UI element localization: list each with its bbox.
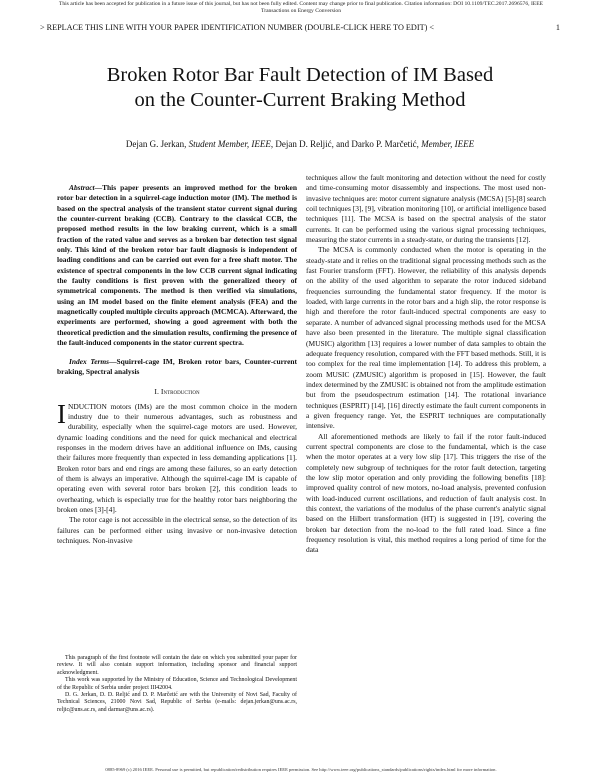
section-numeral: I. xyxy=(154,387,159,397)
index-terms xyxy=(57,357,297,378)
abstract-text: —This paper presents an improved method for the broken rotor bar detection in a squirrel-cage induction motor (IM). The method is based on the spectral analysis of the transient stator current signal during the counter-current braking (CCB). Contrary to the classical CCB, the proposed method results in the low braking current, which is a small fraction of the rated value and serves as a broken bar detection test signal only. This kind of the broken rotor bar fault diagnosis is independent of loading conditions and can be carried out even for a free shaft motor. The existence of spectral components in the low CCB current signal indicating the faulty conditions is first proven with the generalized theory of symmetrical components. The method is then verified via simulations, using an IM model based on the finite element analysis (FEA) and the magnetically coupled multiple circuits approach (MCMCA). Afterward, the experiments are performed, showing a good agreement with both the theoretical prediction and the simulation results, confirming the presence of the fault-induced components in the stator current spectra. xyxy=(57,183,297,348)
abstract-label: Abstract xyxy=(69,183,95,192)
publication-notice xyxy=(12,1,590,15)
intro-paragraph-1 xyxy=(57,398,297,516)
running-header xyxy=(40,23,560,33)
header-id-placeholder: > REPLACE THIS LINE WITH YOUR PAPER IDENTIFICATION NUMBER (DOUBLE-CLICK HERE TO EDIT) < xyxy=(40,23,434,32)
section-title: Introduction xyxy=(160,387,200,397)
paper-title xyxy=(40,63,560,113)
intro-text-1: motors (IMs) are the most common choice in the modern industry due to their numerous advantages, such as robustness and durability, especially when the squirrel-cage motors are used. However, dynamic loading conditions and the need for quick mechanical and electrical responses in the modern drives have an additional influence on IMs, causing their failures more frequently than expected in less demanding applications [1]. Broken rotor bars and end rings are among these failures, so an early detection of them is always an imperative. Although the squirrel-cage IM is capable of operating even with several rotor bars broken [2], this condition leads to overheating, which is especially true for the healthy rotor bars neighboring the broken ones [3]-[4]. xyxy=(57,401,297,514)
title-line-1: Broken Rotor Bar Fault Detection of IM Based xyxy=(106,64,494,86)
section-heading-introduction xyxy=(57,387,297,397)
copyright-footer: 0885-8969 (c) 2016 IEEE. Personal use is permitted, but republication/redistribution requires IEEE permission. See http://www.ieee.org/publications_standards/publications/rights/index.html for more information. xyxy=(105,767,497,772)
left-column xyxy=(57,183,297,546)
right-paragraph-1: techniques allow the fault monitoring and detection without the need for costly and time-consuming motor disassembly and inspections. The most used non-invasive techniques are: motor current signature analysis (MCSA) [5]-[8] search coil techniques [3], [9], vibration monitoring [10], or artificial intelligence based techniques [11]. The MCSA is based on the spectral analysis of the stator currents. It can be performed using the various signal processing techniques, measuring the stator currents in a steady-state, or during the transients [12]. xyxy=(306,173,546,245)
title-line-2: on the Counter-Current Braking Method xyxy=(134,89,466,111)
footnote-1: This paragraph of the first footnote will contain the date on which you submitted your paper for review. It will also contain support information, including sponsor and financial support acknowledgment. xyxy=(57,655,297,676)
abstract xyxy=(57,183,297,349)
footnote-3: D. G. Jerkan, D. D. Reljić and D. P. Marčetić are with the University of Novi Sad, Faculty of Technical Sciences, 21000 Novi Sad, Republic of Serbia (e-mails: dejan.jerkan@uns.ac.rs, reljic@uns.ac.rs, and darmar@uns.ac.rs). xyxy=(57,692,297,713)
footnote-2: This work was supported by the Ministry of Education, Science and Technological Development of the Republic of Serbia under project III42004. xyxy=(57,677,297,691)
drop-cap: I xyxy=(57,398,66,429)
author-3-role: Member, IEEE xyxy=(421,139,475,149)
footnotes xyxy=(57,655,297,714)
notice-line-2: Transactions on Energy Conversion xyxy=(260,8,342,14)
author-list xyxy=(40,139,560,150)
intro-paragraph-2: The rotor cage is not accessible in the electrical sense, so the detection of its failures can be performed either using invasive or non-invasive detection techniques. Non-invasive xyxy=(57,515,297,545)
author-1: Dejan G. Jerkan, xyxy=(125,139,187,149)
author-2-3: , Dejan D. Reljić, and Darko P. Marčetić, xyxy=(270,139,419,149)
index-terms-text: —Squirrel-cage IM, Broken rotor bars, Counter-current braking, Spectral analysis xyxy=(57,356,297,376)
right-paragraph-2: The MCSA is commonly conducted when the motor is operating in the steady-state and it relies on the traditional signal processing methods such as the fast Fourier transform (FFT). However, the reliability of this analysis depends on the ability of the used algorithm to separate the rotor induced sideband frequencies surrounding the fundamental stator frequency. If the motor is loaded, with large currents in the rotor bars and a high slip, the rotor response is high and therefore the rotor fault-induced spectral components are easy to separate. A number of advanced signal processing methods used for the MCSA have also been presented in the literature. The multiple signal classification (MUSIC) algorithm [13] requires a lower number of data samples to obtain the adequate frequency resolution, compared with the FFT based methods. Still, it is too complex for the real time implementation [14]. To address this problem, a zoom MUSIC (ZMUSIC) algorithm is proposed in [15]. However, the fault index determined by the ZMUSIC is obtained not from the amplitude estimation but from the pseudospectrum estimation [14]. The rotational invariance techniques (ESPRIT) [14], [16] directly estimate the fault current components in a given frequency range. Yet, the ESPRIT techniques are computationally intensive. xyxy=(306,245,546,431)
right-column xyxy=(306,173,546,556)
index-terms-label: Index Terms xyxy=(69,356,110,366)
page-number: 1 xyxy=(555,23,560,32)
author-1-role: Student Member, IEEE xyxy=(188,139,271,149)
intro-first-word: NDUCTION xyxy=(68,401,107,411)
notice-line-1: This article has been accepted for publication in a future issue of this journal, but has not been fully edited. Content may change prior to final publication. Citation information: DOI 10.1109/TEC.2017.2696576, IEEE xyxy=(58,1,544,7)
right-paragraph-3: All aforementioned methods are likely to fail if the rotor fault-induced current spectral components are close to the fundamental, which is the case when the motor operates at a very low slip [17]. This triggers the rise of the completely new subgroup of techniques for the rotor fault detection, targeting the low slip motor operation and only providing the following benefits [18]: improved quality control of new motors, no-load analysis, prevented confusion with load-induced current oscillations, and reduction of fault analysis cost. In this context, the variations of the modulus of the phase current's analytic signal based on the Hilbert transformation (HT) is suggested in [19], covering the broken bar detection from the no-load to the full rated load. Since a fine frequency resolution is vital, this method requires a long period of time for the data xyxy=(306,431,546,555)
